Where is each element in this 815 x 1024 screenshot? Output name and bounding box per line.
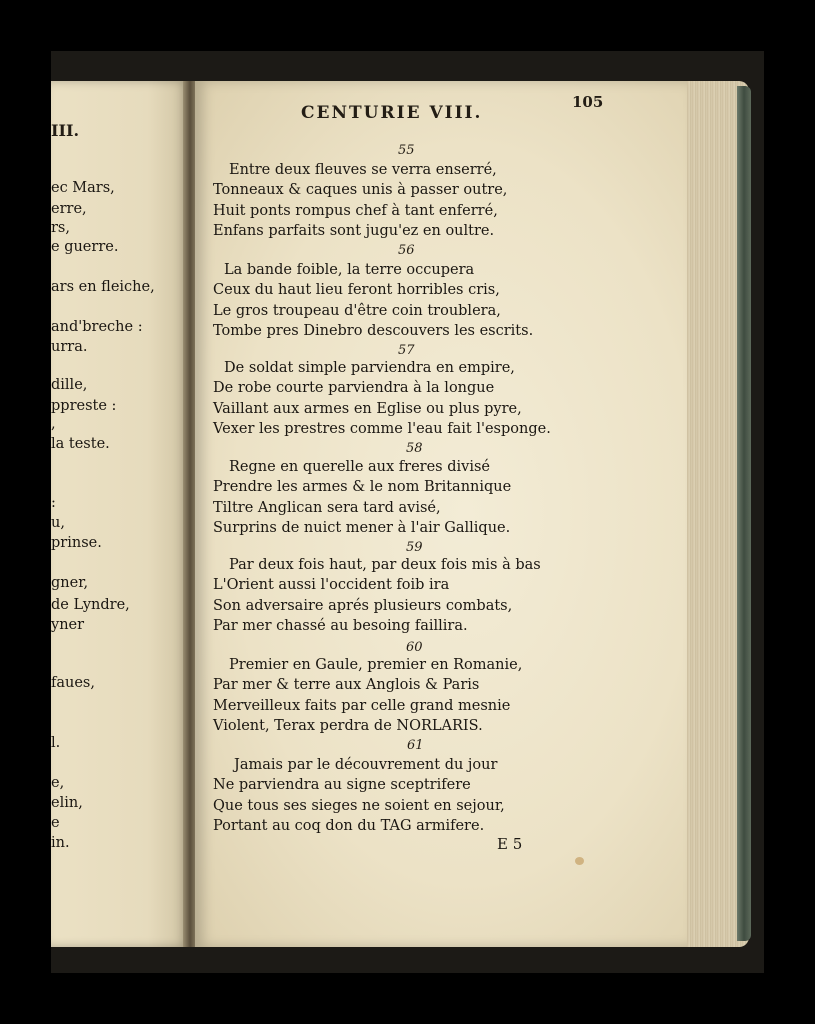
verse-line: Le gros troupeau d'être coin troublera, (213, 303, 501, 319)
verse-line: Vaillant aux armes en Eglise ou plus pyre, (213, 401, 522, 417)
left-fragment: in. (51, 835, 70, 851)
quatrain-number: 61 (407, 738, 424, 753)
verse-line: Enfans parfaits sont jugu'ez en oultre. (213, 223, 495, 239)
verse-line: Ne parviendra au signe sceptrifere (213, 777, 471, 793)
left-fragment: ars en fleiche, (51, 279, 155, 295)
verse-line: L'Orient aussi l'occident foib ira (213, 577, 450, 593)
left-fragment: and'breche : (51, 319, 143, 335)
left-running-head: III. (51, 121, 80, 140)
running-head: CENTURIE VIII. (301, 103, 483, 123)
paper-stain (575, 857, 584, 865)
left-fragment: u, (51, 515, 65, 531)
left-fragment: e, (51, 775, 65, 791)
verse-line: Jamais par le découvrement du jour (234, 757, 498, 773)
book-cover-edge (737, 86, 751, 941)
verse-line: Premier en Gaule, premier en Romanie, (229, 657, 523, 673)
verse-line: Par mer chassé au besoing faillira. (213, 618, 468, 634)
left-fragment: erre, (51, 201, 87, 217)
verse-line: Violent, Terax perdra de NORLARIS. (213, 718, 483, 734)
verse-line: Huit ponts rompus chef à tant enferré, (213, 203, 498, 219)
verse-line: Ceux du haut lieu feront horribles cris, (213, 282, 500, 298)
verse-line: Entre deux fleuves se verra enserré, (229, 162, 497, 178)
left-fragment: e (51, 815, 60, 831)
signature-mark: E 5 (497, 835, 523, 853)
verse-line: Prendre les armes & le nom Britannique (213, 479, 512, 495)
left-fragment: gner, (51, 575, 89, 591)
verse-line: Tombe pres Dinebro descouvers les escrits. (213, 323, 534, 339)
verse-line: Vexer les prestres comme l'eau fait l'esponge. (213, 421, 551, 437)
verse-line: Son adversaire aprés plusieurs combats, (213, 598, 513, 614)
book-photo (51, 51, 764, 973)
left-fragment: , (51, 416, 56, 432)
left-fragment: faues, (51, 675, 95, 691)
verse-line: Tiltre Anglican sera tard avisé, (213, 500, 441, 516)
left-fragment: elin, (51, 795, 83, 811)
verse-line: La bande foible, la terre occupera (224, 262, 475, 278)
left-fragment: dille, (51, 377, 88, 393)
verse-line: Par mer & terre aux Anglois & Paris (213, 677, 480, 693)
left-fragment: de Lyndre, (51, 597, 130, 613)
page-number: 105 (572, 93, 604, 111)
left-fragment: urra. (51, 339, 88, 355)
verse-line: Que tous ses sieges ne soient en sejour, (213, 798, 505, 814)
verse-line: De soldat simple parviendra en empire, (224, 360, 515, 376)
left-fragment: la teste. (51, 436, 110, 452)
left-fragment: l. (51, 735, 61, 751)
left-fragment: prinse. (51, 535, 102, 551)
verse-line: Regne en querelle aux freres divisé (229, 459, 490, 475)
left-fragment: ec Mars, (51, 180, 115, 196)
verse-line: Par deux fois haut, par deux fois mis à bas (229, 557, 541, 573)
quatrain-number: 56 (398, 243, 415, 258)
left-fragment: ppreste : (51, 398, 117, 414)
left-fragment: yner (51, 617, 85, 633)
quatrain-number: 60 (406, 640, 423, 655)
left-fragment: rs, (51, 220, 70, 236)
verse-line: Merveilleux faits par celle grand mesnie (213, 698, 511, 714)
quatrain-number: 57 (398, 343, 415, 358)
left-page (51, 81, 189, 947)
quatrain-number: 58 (406, 441, 423, 456)
left-fragment: : (51, 495, 56, 511)
verse-line: De robe courte parviendra à la longue (213, 380, 495, 396)
quatrain-number: 55 (398, 143, 415, 158)
left-fragment: e guerre. (51, 239, 119, 255)
verse-line: Portant au coq don du TAG armifere. (213, 818, 485, 834)
verse-line: Tonneaux & caques unis à passer outre, (213, 182, 508, 198)
quatrain-number: 59 (406, 540, 423, 555)
verse-line: Surprins de nuict mener à l'air Gallique. (213, 520, 511, 536)
